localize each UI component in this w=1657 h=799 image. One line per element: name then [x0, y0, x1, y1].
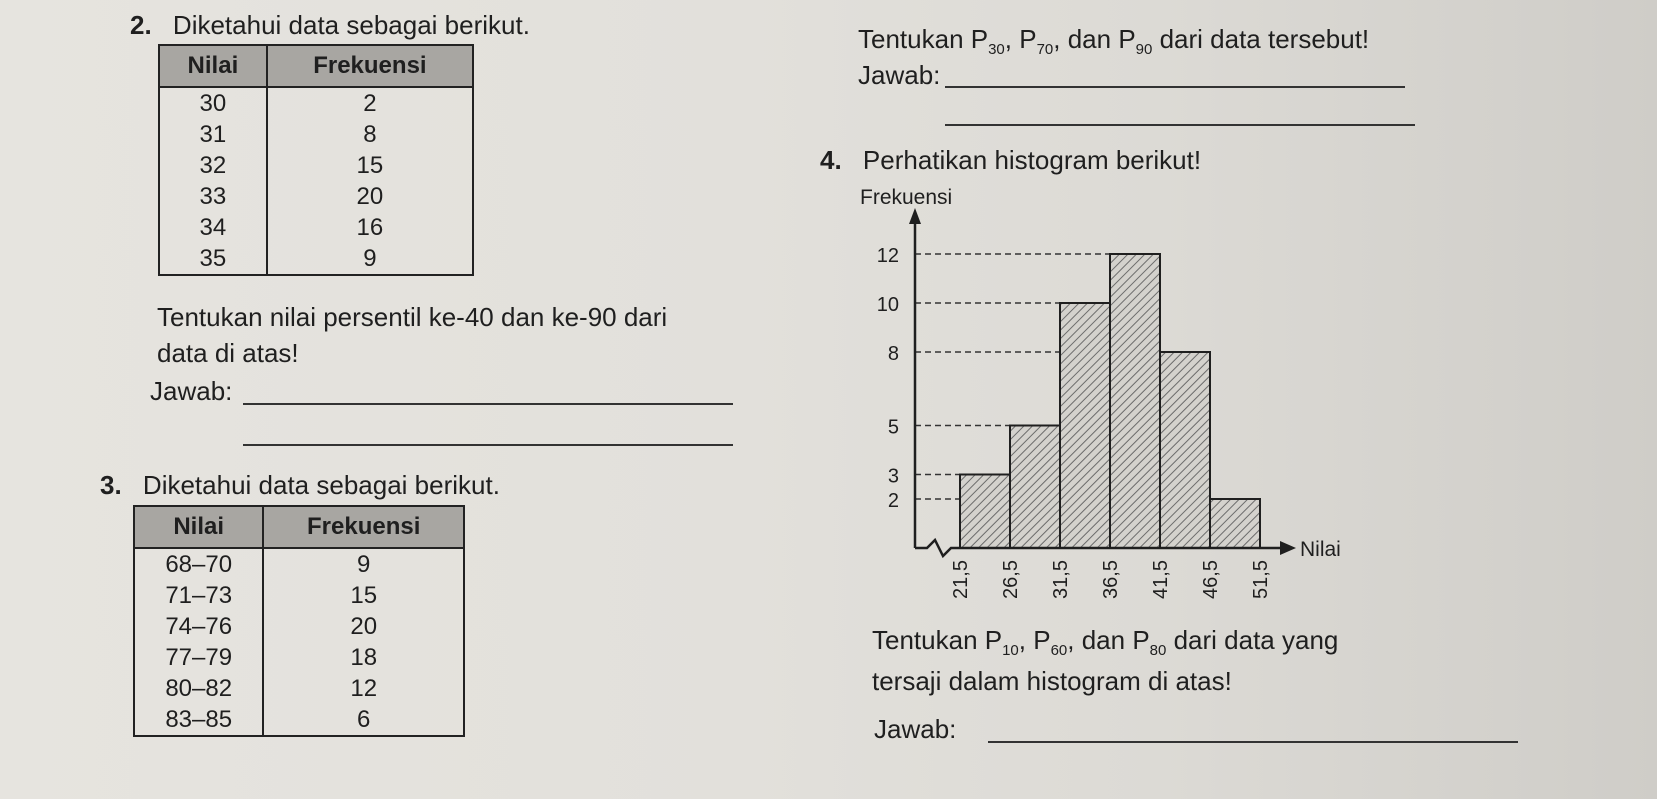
table-row: [134, 642, 464, 673]
cell-frekuensi: 18: [263, 642, 464, 673]
cell-nilai: 32: [159, 150, 267, 181]
table-row: [159, 212, 473, 243]
cell-nilai: 74–76: [134, 611, 263, 642]
problem-2-heading: 2. Diketahui data sebagai berikut.: [130, 10, 530, 40]
cell-nilai: 31: [159, 119, 267, 150]
cell-nilai: 77–79: [134, 642, 263, 673]
table-row: [134, 548, 464, 580]
cell-frekuensi: 9: [263, 548, 464, 580]
cell-nilai: 30: [159, 87, 267, 119]
x-tick-label: 26,5: [1000, 560, 1022, 599]
y-axis-arrow: [909, 208, 921, 224]
problem-2-question-line2: data di atas!: [157, 338, 299, 368]
problem-2-answer-label: Jawab:: [150, 376, 233, 406]
table-row: [134, 611, 464, 642]
cell-nilai: 71–73: [134, 580, 263, 611]
y-tick-label: 3: [887, 465, 899, 488]
cell-nilai: 80–82: [134, 673, 263, 704]
problem-2-right-question: Tentukan $P_{30}$, $P_{70}$, dan $P_{90}$ dari data tersebut!: [858, 24, 1370, 59]
x-tick-label: 51,5: [1250, 560, 1272, 599]
problem-4-answer-label: Jawab:: [874, 714, 957, 744]
answer-line: [243, 403, 733, 405]
cell-frekuensi: 2: [267, 87, 473, 119]
histogram-bar: [1010, 426, 1060, 549]
x-tick-label: 21,5: [950, 560, 972, 599]
column-header-frekuensi: Frekuensi: [263, 506, 464, 548]
cell-frekuensi: 15: [263, 580, 464, 611]
histogram-bar: [1110, 254, 1160, 548]
axis-break: [915, 540, 960, 556]
table-row: [159, 243, 473, 275]
table-row: [134, 580, 464, 611]
problem-2-table: [158, 44, 474, 276]
histogram-bar: [960, 475, 1010, 549]
table-row: [159, 181, 473, 212]
answer-line: [945, 86, 1405, 88]
y-tick-label: 5: [887, 416, 899, 439]
y-tick-label: 8: [887, 343, 899, 365]
problem-2-right-answer-label: Jawab:: [858, 60, 941, 90]
table-row: [159, 87, 473, 119]
problem-4-question-line2: tersaji dalam histogram di atas!: [872, 666, 1232, 696]
y-tick-label: 10: [876, 294, 899, 316]
answer-line: [243, 444, 733, 446]
problem-3-table: [133, 505, 465, 737]
cell-frekuensi: 6: [263, 704, 464, 736]
histogram-bar: [1160, 352, 1210, 548]
histogram: [830, 178, 1390, 618]
problem-4-question-line1: Tentukan $P_{10}$, $P_{60}$, dan $P_{80}$ dari data yang: [872, 625, 1339, 660]
histogram-bar: [1210, 499, 1260, 548]
y-tick-label: 12: [876, 245, 899, 267]
cell-nilai: 35: [159, 243, 267, 275]
cell-nilai: 33: [159, 181, 267, 212]
cell-frekuensi: 9: [267, 243, 473, 275]
y-tick-label: 2: [887, 490, 899, 512]
table-row: [159, 119, 473, 150]
cell-nilai: 83–85: [134, 704, 263, 736]
cell-frekuensi: 20: [267, 181, 473, 212]
table-row: [134, 704, 464, 736]
column-header-frekuensi: Frekuensi: [267, 45, 473, 87]
cell-nilai: 34: [159, 212, 267, 243]
column-header-nilai: Nilai: [159, 45, 267, 87]
cell-frekuensi: 20: [263, 611, 464, 642]
table-row: [134, 673, 464, 704]
cell-frekuensi: 12: [263, 673, 464, 704]
x-axis-arrow: [1280, 541, 1296, 555]
cell-frekuensi: 15: [267, 150, 473, 181]
x-tick-label: 31,5: [1050, 560, 1072, 599]
answer-line: [988, 741, 1518, 743]
cell-frekuensi: 16: [267, 212, 473, 243]
y-axis-label: Frekuensi: [860, 186, 953, 209]
problem-2-question-line1: Tentukan nilai persentil ke-40 dan ke-90 dari: [157, 302, 668, 332]
problem-4-heading: 4. Perhatikan histogram berikut!: [820, 145, 1202, 175]
x-tick-label: 41,5: [1150, 560, 1172, 599]
column-header-nilai: Nilai: [134, 506, 263, 548]
answer-line: [945, 124, 1415, 126]
problem-3-heading: 3. Diketahui data sebagai berikut.: [100, 470, 500, 500]
x-tick-label: 36,5: [1100, 560, 1122, 599]
cell-nilai: 68–70: [134, 548, 263, 580]
x-tick-label: 46,5: [1200, 560, 1222, 599]
x-axis-label: Nilai: [1300, 538, 1341, 561]
histogram-bar: [1060, 303, 1110, 548]
cell-frekuensi: 8: [267, 119, 473, 150]
table-row: [159, 150, 473, 181]
